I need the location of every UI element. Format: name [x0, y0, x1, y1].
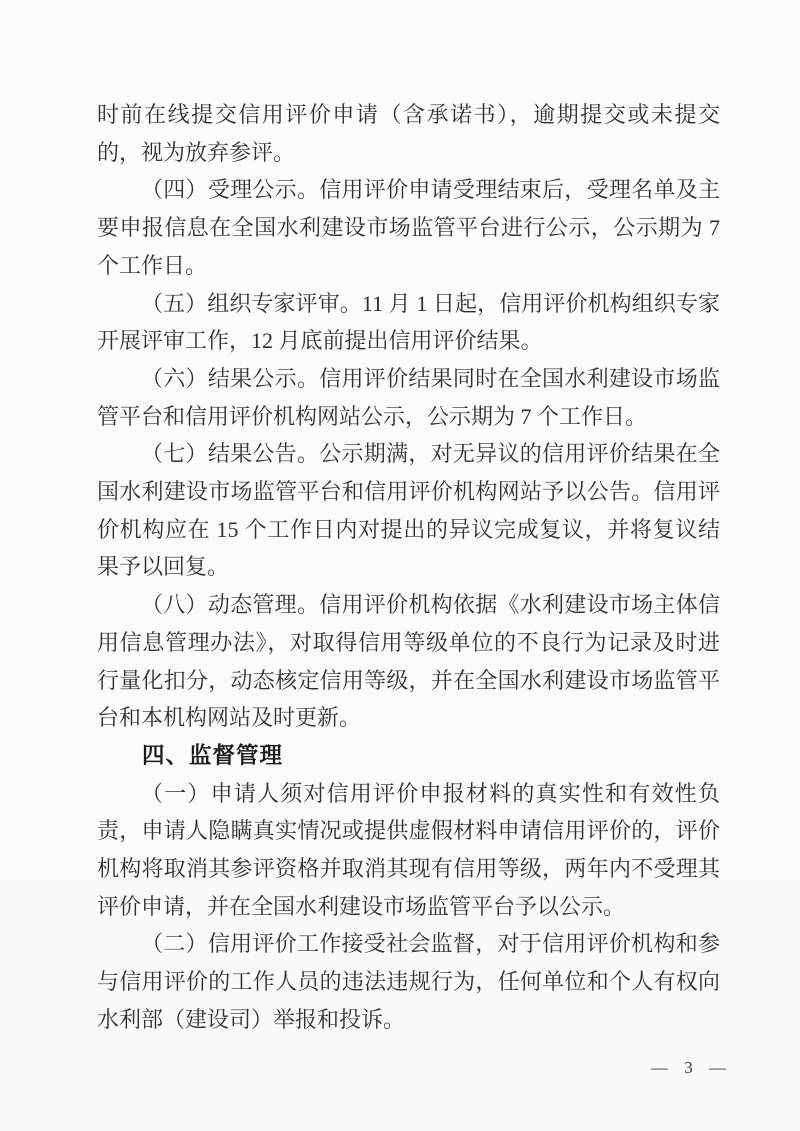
- paragraph-clause-5: （五）组织专家评审。11 月 1 日起，信用评价机构组织专家开展评审工作，12 月底前提出信用评价结果。: [97, 290, 720, 354]
- paragraph-continuation: 时前在线提交信用评价申请（含承诺书），逾期提交或未提交的，视为放弃参评。: [97, 102, 720, 165]
- page-number: — 3 —: [651, 1058, 732, 1077]
- paragraph-clause-4: （四）受理公示。信用评价申请受理结束后，受理名单及主要申报信息在全国水利建设市场监管平台进行公示，公示期为 7 个工作日。: [97, 177, 720, 278]
- paragraph-clause-6: （六）结果公示。信用评价结果同时在全国水利建设市场监管平台和信用评价机构网站公示，公示期为 7 个工作日。: [97, 365, 720, 429]
- paragraph-clause-2-supervision: （二）信用评价工作接受社会监督，对于信用评价机构和参与信用评价的工作人员的违法违规行为，任何单位和个人有权向水利部（建设司）举报和投诉。: [97, 931, 720, 1032]
- section-heading-supervision: 四、监督管理: [142, 742, 284, 768]
- paragraph-clause-1-supervision: （一）申请人须对信用评价申报材料的真实性和有效性负责，申请人隐瞒真实情况或提供虚假材料申请信用评价的，评价机构将取消其参评资格并取消其现有信用等级，两年内不受理其评价申请，并在全国水利建设市场监管平台予以公示。: [97, 780, 720, 919]
- document-body: [97, 96, 720, 1039]
- paragraph-clause-8: （八）动态管理。信用评价机构依据《水利建设市场主体信用信息管理办法》，对取得信用等级单位的不良行为记录及时进行量化扣分，动态核定信用等级，并在全国水利建设市场监管平台和本机构网站及时更新。: [97, 592, 720, 731]
- paragraph-clause-7: （七）结果公告。公示期满，对无异议的信用评价结果在全国水利建设市场监管平台和信用评价机构网站予以公告。信用评价机构应在 15 个工作日内对提出的异议完成复议，并将复议结果予以回复。: [97, 441, 720, 580]
